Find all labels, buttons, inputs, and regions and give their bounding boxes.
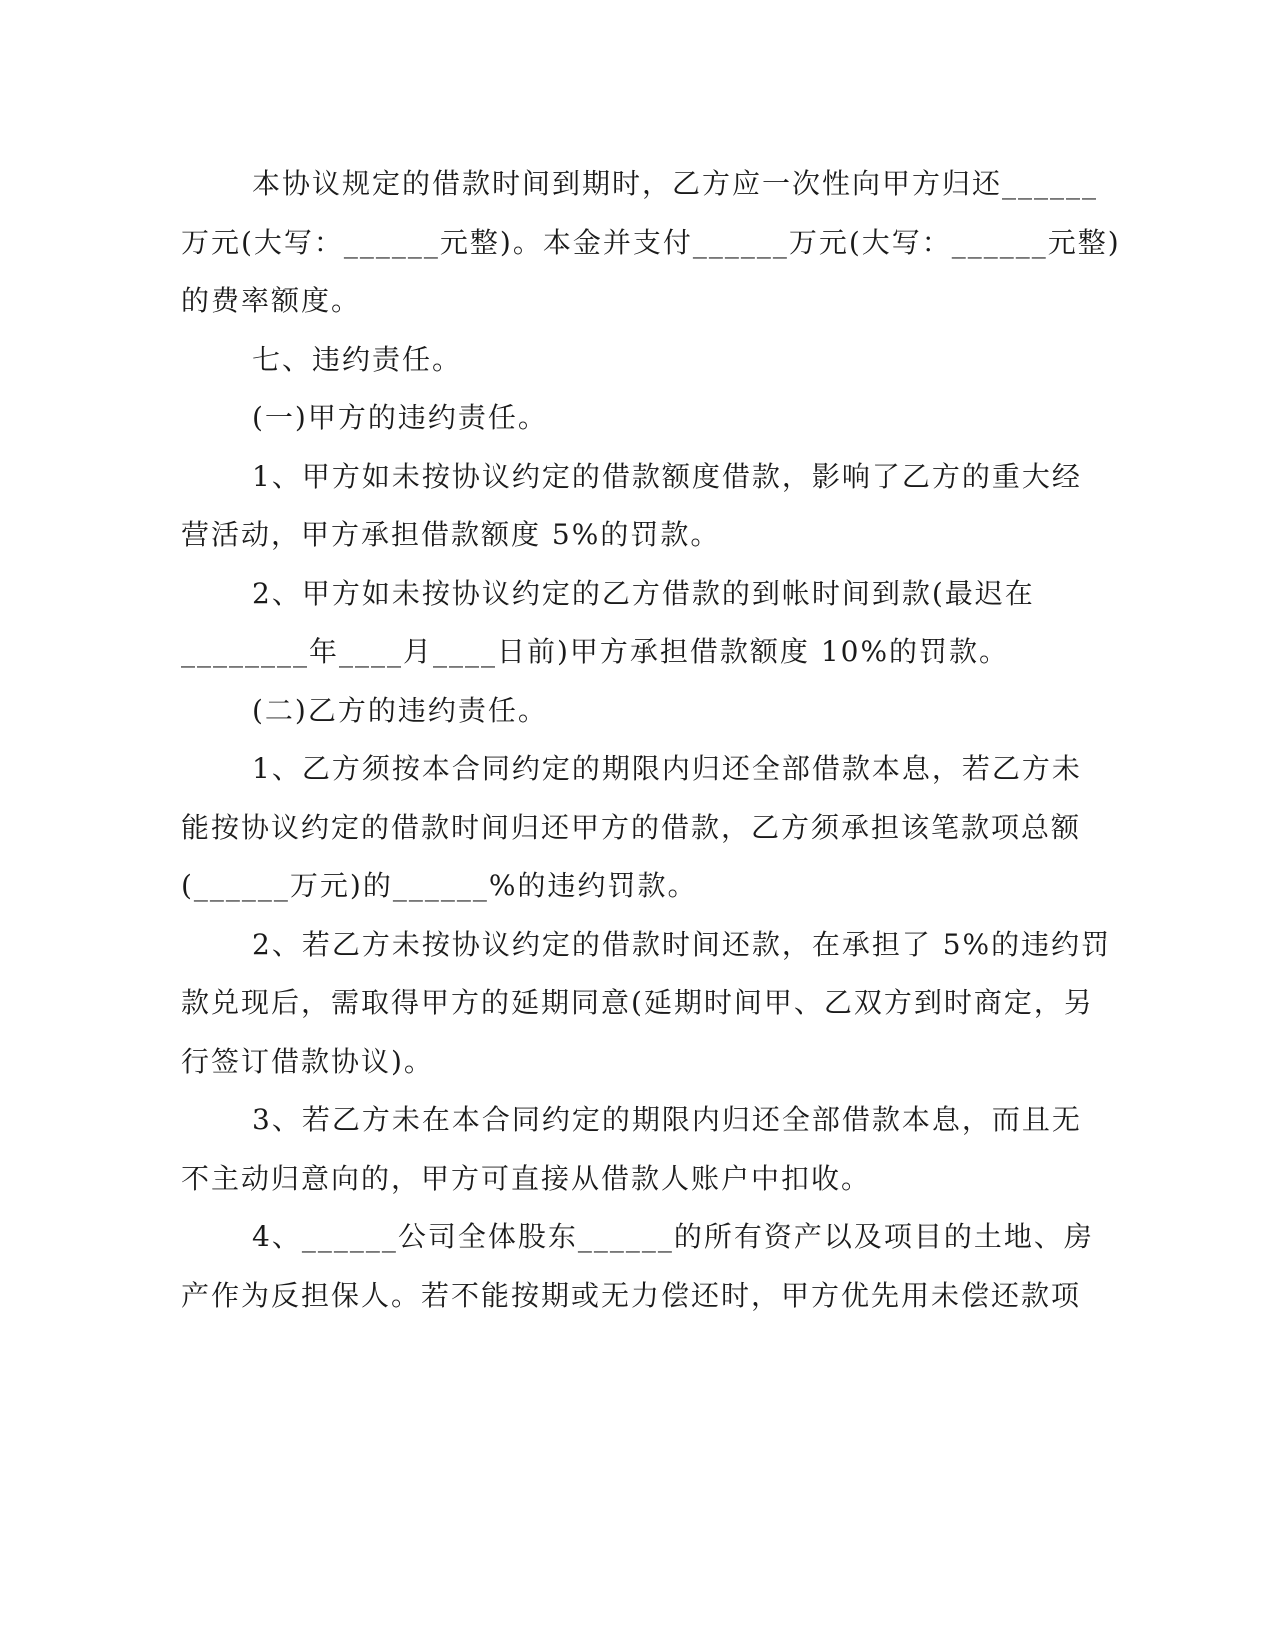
document-body xyxy=(181,155,1121,1325)
section-heading: 七、违约责任。 xyxy=(252,342,463,376)
text-line: 1、乙方须按本合同约定的期限内归还全部借款本息，若乙方未 xyxy=(252,752,1082,785)
text-line: 的费率额度。 xyxy=(181,284,362,317)
text-line: 2、甲方如未按协议约定的乙方借款的到帐时间到款(最迟在 xyxy=(252,576,1035,610)
text-line: 2、若乙方未按协议约定的借款时间还款，在承担了 5%的违约罚 xyxy=(252,927,1112,961)
text-line: 款兑现后，需取得甲方的延期同意(延期时间甲、乙双方到时商定，另 xyxy=(181,986,1094,1019)
subsection-heading: (二)乙方的违约责任。 xyxy=(252,693,548,727)
text-line: 万元(大写：______元整)。本金并支付______万元(大写：______元整) xyxy=(181,225,1121,259)
subsection-heading: (一)甲方的违约责任。 xyxy=(252,401,548,434)
text-line: 行签订借款协议)。 xyxy=(181,1044,434,1078)
text-line: (______万元)的______%的违约罚款。 xyxy=(181,869,698,902)
text-line: 4、______公司全体股东______的所有资产以及项目的土地、房 xyxy=(252,1220,1094,1253)
text-line: 产作为反担保人。若不能按期或无力偿还时，甲方优先用未偿还款项 xyxy=(181,1278,1082,1312)
text-line: 营活动，甲方承担借款额度 5%的罚款。 xyxy=(181,518,721,551)
text-line: 不主动归意向的，甲方可直接从借款人账户中扣收。 xyxy=(181,1161,872,1195)
text-line: 能按协议约定的借款时间归还甲方的借款，乙方须承担该笔款项总额 xyxy=(181,810,1082,844)
text-line: ________年____月____日前)甲方承担借款额度 10%的罚款。 xyxy=(181,635,1010,668)
text-line: 本协议规定的借款时间到期时，乙方应一次性向甲方归还______ xyxy=(252,167,1099,200)
text-line: 3、若乙方未在本合同约定的期限内归还全部借款本息，而且无 xyxy=(252,1103,1082,1136)
text-line: 1、甲方如未按协议约定的借款额度借款，影响了乙方的重大经 xyxy=(252,459,1082,493)
